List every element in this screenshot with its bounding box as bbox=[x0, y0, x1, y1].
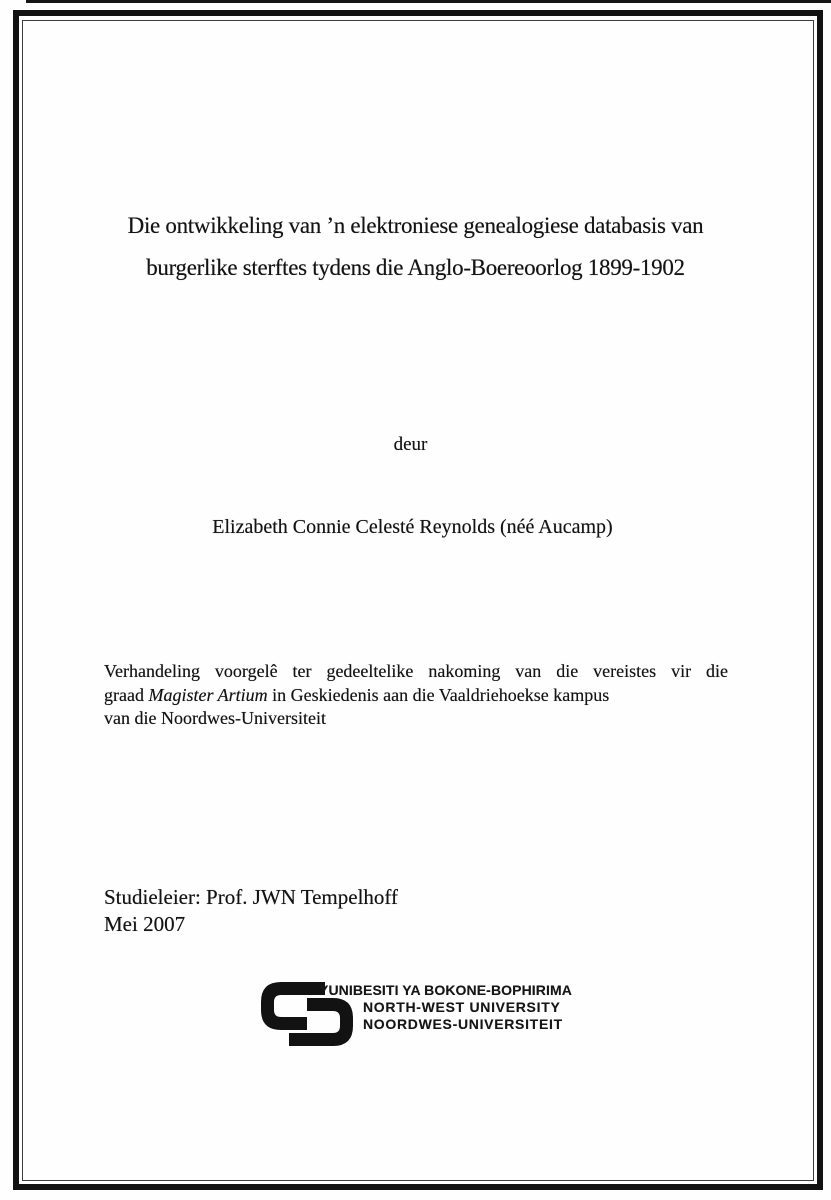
submission-statement bbox=[104, 660, 728, 731]
university-logo bbox=[261, 977, 581, 1053]
supervisor-and-date bbox=[104, 884, 398, 938]
byline-label: deur bbox=[393, 434, 428, 455]
submission-line2-prefix: graad bbox=[104, 684, 149, 705]
thesis-title-line2: burgerlike sterftes tydens die Anglo-Boereoorlog 1899-1902 bbox=[146, 255, 685, 280]
submission-line2 bbox=[104, 684, 728, 708]
logo-text-english: NORTH-WEST UNIVERSITY bbox=[363, 999, 561, 1015]
supervisor-line: Studieleier: Prof. JWN Tempelhoff bbox=[104, 885, 399, 909]
degree-name-italic: Magister Artium bbox=[148, 684, 268, 705]
date-line: Mei 2007 bbox=[104, 912, 186, 936]
thesis-title bbox=[50, 205, 781, 289]
scan-edge-artifact bbox=[26, 0, 831, 3]
submission-line3: van die Noordwes-Universiteit bbox=[104, 708, 326, 728]
author-name: Elizabeth Connie Celesté Reynolds (néé Aucamp) bbox=[212, 516, 613, 538]
logo-text-afrikaans: NOORDWES-UNIVERSITEIT bbox=[363, 1016, 563, 1032]
thesis-title-line1: Die ontwikkeling van ’n elektroniese genealogiese databasis van bbox=[127, 213, 704, 238]
submission-line1: Verhandeling voorgelê ter gedeeltelike nakoming van die vereistes vir die bbox=[104, 661, 728, 681]
submission-line2-suffix: in Geskiedenis aan die Vaaldriehoekse kampus bbox=[267, 684, 610, 705]
logo-text-setswana: YUNIBESITI YA BOKONE-BOPHIRIMA bbox=[319, 982, 572, 998]
